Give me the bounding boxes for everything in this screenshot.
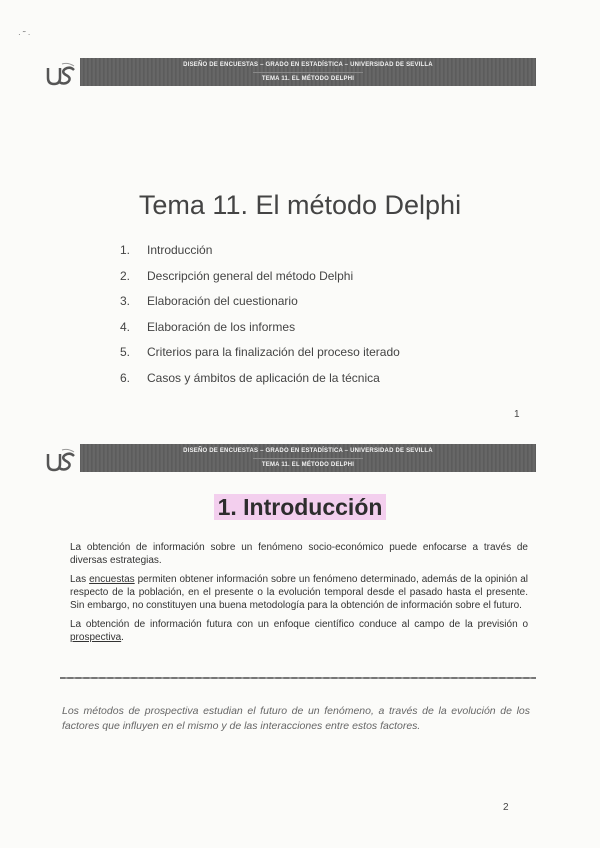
header-banner xyxy=(80,444,536,472)
us-logo-icon xyxy=(44,62,78,88)
paragraph-2 xyxy=(70,573,528,612)
page-number: 2 xyxy=(503,802,509,813)
slide-2 xyxy=(0,430,600,848)
header-line-1: DISEÑO DE ENCUESTAS – GRADO EN ESTADÍSTICA – UNIVERSIDAD DE SEVILLA xyxy=(183,62,433,68)
toc-item xyxy=(120,344,400,370)
page-number: 1 xyxy=(514,409,520,420)
toc-label: Descripción general del método Delphi xyxy=(147,268,354,283)
underlined-term: prospectiva xyxy=(70,632,122,643)
university-logo xyxy=(44,448,78,474)
highlighted-title: 1. Introducción xyxy=(214,494,387,520)
toc-label: Elaboración del cuestionario xyxy=(147,294,298,309)
toc-number: 3. xyxy=(120,294,131,309)
toc-number: 1. xyxy=(120,243,131,257)
text: La obtención de información futura con un enfoque científico conduce al campo de la previsión o xyxy=(70,619,528,630)
header-line-2: TEMA 11. EL MÉTODO DELPHI xyxy=(253,72,363,84)
toc-number: 5. xyxy=(120,345,131,360)
toc-number: 2. xyxy=(120,268,131,283)
underlined-term: encuestas xyxy=(89,574,135,585)
text: Las xyxy=(70,574,90,585)
toc-item xyxy=(120,268,400,294)
slide-1-title: Tema 11. El método Delphi xyxy=(138,190,462,220)
paragraph-1: La obtención de información sobre un fenómeno socio-económico puede enfocarse a través de diversas estrategias. xyxy=(70,542,528,566)
text: permiten obtener información sobre un fenómeno determinado, además de la opinión al respecto de la población, en el presente o la evolución temporal desde el pasado hasta el presente. Sin embargo, no constituyen una buena metodología para la obtención de información sobre el futuro. xyxy=(70,574,529,611)
definition-quote: Los métodos de prospectiva estudian el futuro de un fenómeno, a través de la evolución de los factores que influyen en el mismo y de las interacciones entre estos factores. xyxy=(62,705,530,732)
toc-item xyxy=(120,242,400,268)
us-logo-icon xyxy=(44,448,78,474)
divider-line xyxy=(60,677,536,679)
toc-label: Introducción xyxy=(147,243,213,257)
paragraph-3 xyxy=(70,618,528,644)
scan-specks: · ˜ · xyxy=(18,30,31,39)
header-line-1: DISEÑO DE ENCUESTAS – GRADO EN ESTADÍSTICA – UNIVERSIDAD DE SEVILLA xyxy=(183,448,433,454)
toc-number: 4. xyxy=(120,319,131,334)
slide-2-title xyxy=(0,494,600,521)
toc-label: Criterios para la finalización del proceso iterado xyxy=(147,345,400,360)
header-line-2: TEMA 11. EL MÉTODO DELPHI xyxy=(253,458,363,470)
toc-label: Elaboración de los informes xyxy=(147,319,296,334)
header-banner xyxy=(80,58,536,86)
table-of-contents xyxy=(120,242,400,396)
toc-label: Casos y ámbitos de aplicación de la técnica xyxy=(147,370,380,385)
toc-item xyxy=(120,370,400,396)
toc-item xyxy=(120,319,400,345)
university-logo xyxy=(44,62,78,88)
slide-2-body xyxy=(70,541,528,650)
toc-number: 6. xyxy=(120,370,131,385)
toc-item xyxy=(120,293,400,319)
text: . xyxy=(121,632,124,643)
